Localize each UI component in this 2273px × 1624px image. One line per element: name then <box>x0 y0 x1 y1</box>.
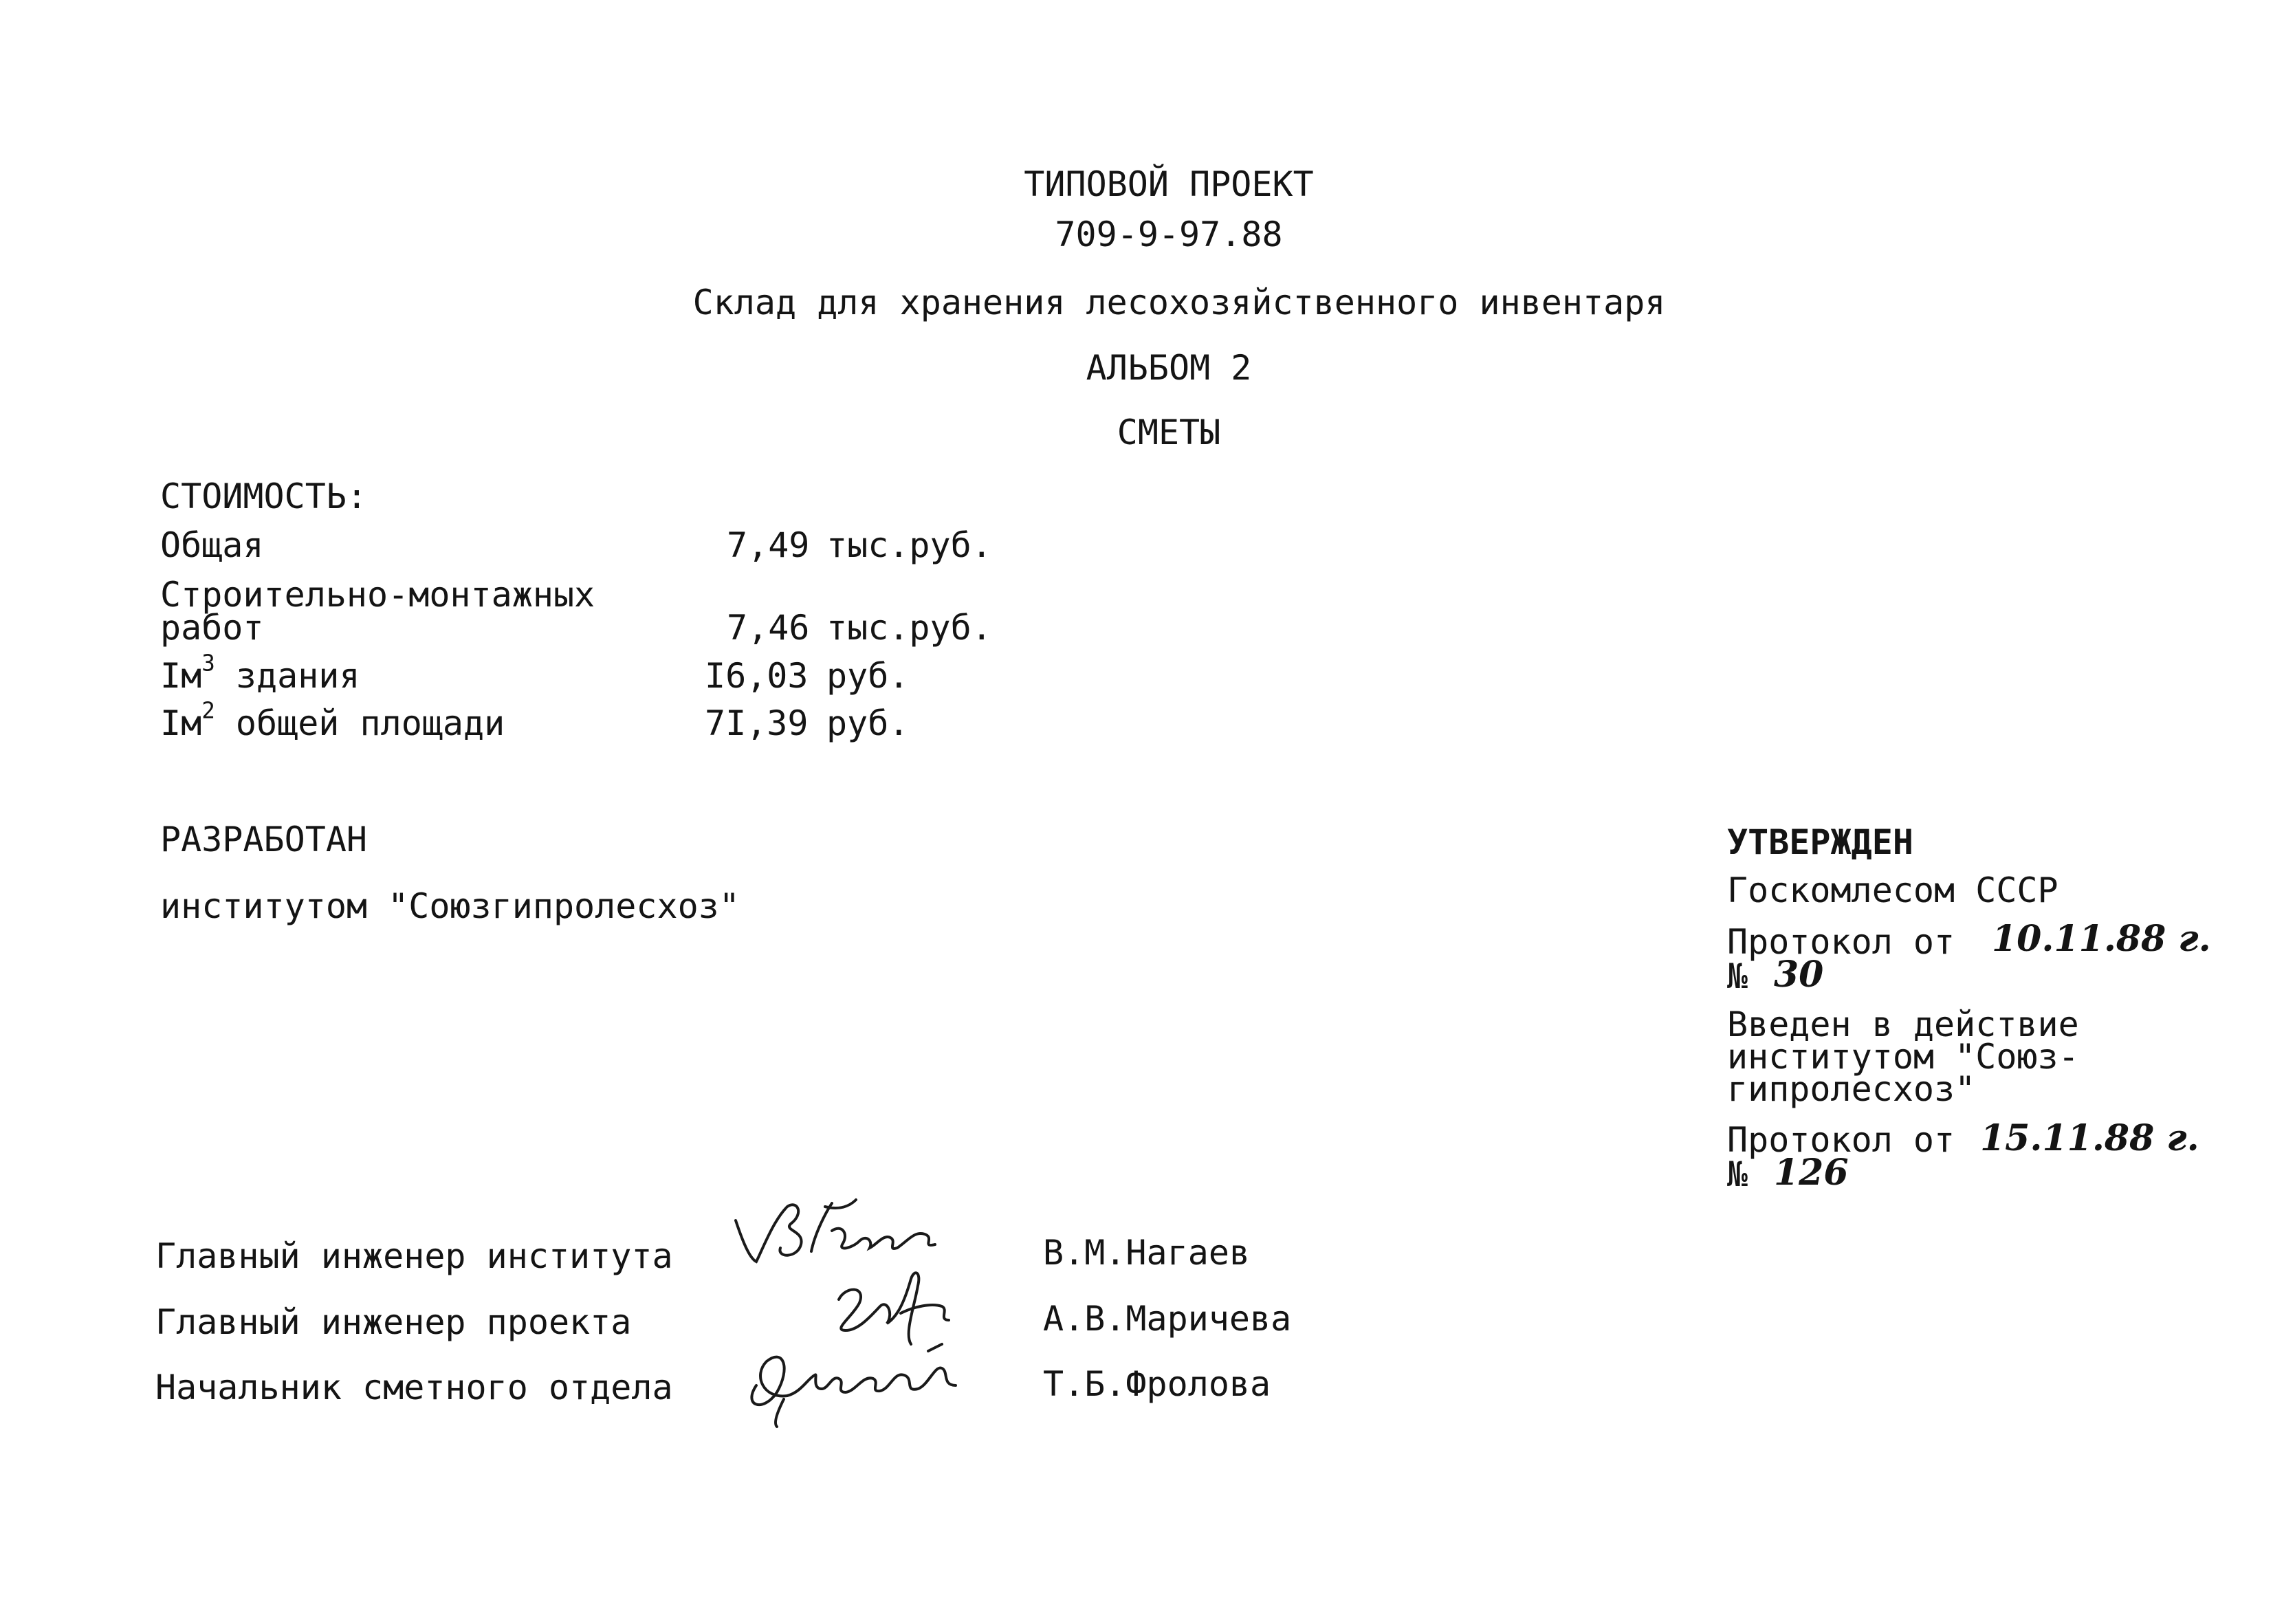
approved-heading: УТВЕРЖДЕН <box>1727 822 1913 862</box>
protocol-2-number: 126 <box>1774 1152 1849 1194</box>
protocol-1-number-label: № <box>1727 956 1748 996</box>
signature-name-3: Т.Б.Фролова <box>1043 1364 1271 1404</box>
album-number: АЛЬБОМ 2 <box>1086 348 1252 388</box>
cost-per-m3-label: $Iм^3$ здания <box>160 650 360 696</box>
cost-construction-label-line1: Строительно-монтажных <box>160 575 595 615</box>
approved-by: Госкомлесом СССР <box>1727 870 2058 910</box>
cost-per-m2-label: $Iм^2$ общей площади <box>160 697 505 743</box>
cost-per-m3-unit: руб. <box>826 656 910 696</box>
intro-line-3: гипролесхоз" <box>1727 1069 1976 1109</box>
protocol-2-label: Протокол от <box>1727 1120 1955 1160</box>
protocol-2-number-label: № <box>1727 1154 1748 1194</box>
cost-per-m2-value: 7I,39 <box>705 703 809 743</box>
project-title: Склад для хранения лесохозяйственного инвентаря <box>692 283 1666 322</box>
project-type: ТИПОВОЙ ПРОЕКТ <box>1024 164 1314 204</box>
signature-role-3: Начальник сметного отдела <box>155 1368 673 1407</box>
protocol-1-number: 30 <box>1774 954 1824 996</box>
section-title: СМЕТЫ <box>1117 413 1221 452</box>
signature-frolova <box>736 1337 983 1434</box>
signature-role-1: Главный инженер института <box>155 1236 673 1276</box>
cost-construction-unit: тыс.руб. <box>826 608 992 648</box>
cost-construction-label-line2: работ <box>160 608 264 648</box>
cost-per-m3-value: I6,03 <box>705 656 809 696</box>
cost-per-m2-unit: руб. <box>826 703 910 743</box>
developed-heading: РАЗРАБОТАН <box>160 820 368 859</box>
project-code: 709-9-97.88 <box>1055 215 1283 254</box>
protocol-1-date: 10.11.88 г. <box>1992 918 2211 960</box>
developed-by: институтом "Союзгипролесхоз" <box>160 886 740 926</box>
signature-role-2: Главный инженер проекта <box>155 1302 632 1342</box>
protocol-2-date: 15.11.88 г. <box>1980 1117 2199 1159</box>
signature-name-2: А.В.Маричева <box>1043 1299 1292 1339</box>
cost-total-unit: тыс.руб. <box>826 525 992 565</box>
protocol-1-label: Протокол от <box>1727 922 1955 962</box>
signature-nagaev <box>729 1193 956 1275</box>
cost-total-value: 7,49 <box>727 525 810 565</box>
intro-line-2: институтом "Союз- <box>1727 1037 2079 1077</box>
cost-construction-value: 7,46 <box>727 608 810 648</box>
signature-name-1: В.М.Нагаев <box>1043 1233 1251 1273</box>
cost-heading: СТОИМОСТЬ: <box>160 476 368 516</box>
intro-line-1: Введен в действие <box>1727 1005 2079 1044</box>
cost-total-label: Общая <box>160 525 264 565</box>
